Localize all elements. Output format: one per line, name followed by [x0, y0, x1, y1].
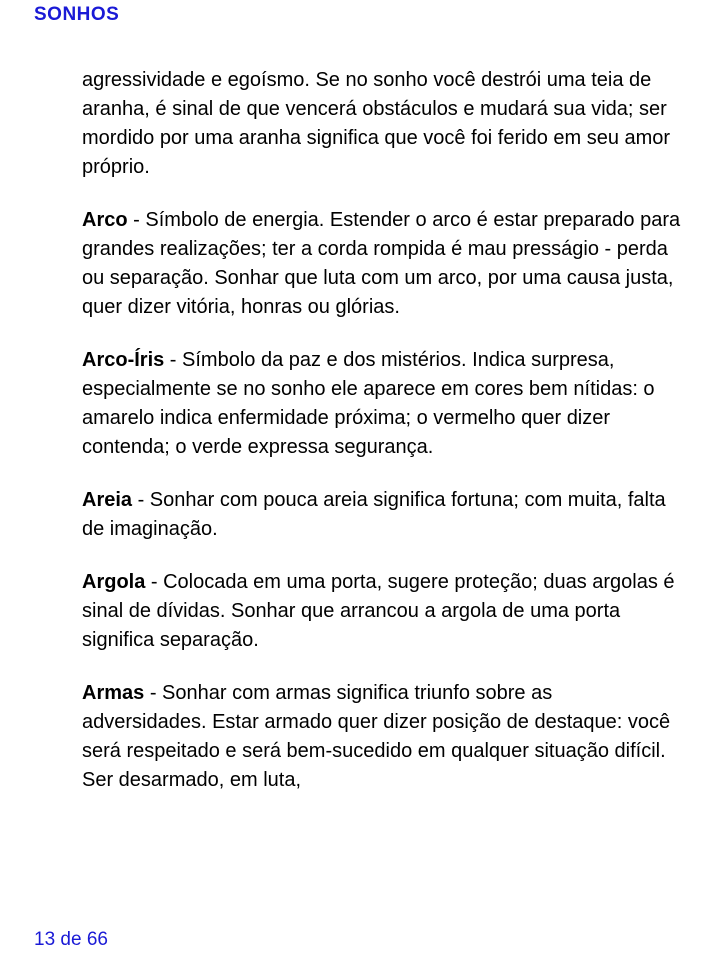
page-title: SONHOS [34, 4, 120, 25]
entry-arco [82, 206, 682, 322]
paragraph-text: agressividade e egoísmo. Se no sonho você destrói uma teia de aranha, é sinal de que vencerá obstáculos e mudará sua vida; ser mordido por uma aranha significa que você foi ferido em seu amor próprio. [82, 69, 671, 178]
entry-arco-iris [82, 346, 682, 462]
paragraph-continuation [82, 66, 682, 182]
page-indicator: 13 de 66 [34, 929, 108, 950]
entry-term: Argola [82, 571, 146, 593]
entry-term: Arco-Íris [82, 349, 165, 371]
entry-areia [82, 486, 682, 544]
entry-text: - Sonhar com pouca areia significa fortuna; com muita, falta de imaginação. [82, 489, 666, 540]
entry-term: Arco [82, 209, 128, 231]
entry-term: Armas [82, 682, 145, 704]
entry-text: - Sonhar com armas significa triunfo sobre as adversidades. Estar armado quer dizer posição de destaque: você será respeitado e será bem-sucedido em qualquer situação difícil. Ser desarmado, em luta, [82, 682, 671, 791]
entry-armas [82, 679, 682, 795]
entry-text: - Colocada em uma porta, sugere proteção; duas argolas é sinal de dívidas. Sonhar que arrancou a argola de uma porta significa separação. [82, 571, 675, 651]
entry-text: - Símbolo de energia. Estender o arco é estar preparado para grandes realizações; ter a corda rompida é mau presságio - perda ou separação. Sonhar que luta com um arco, por uma causa justa, quer dizer vitória, honras ou glórias. [82, 209, 681, 318]
entry-term: Areia [82, 489, 133, 511]
entry-text: - Símbolo da paz e dos mistérios. Indica surpresa, especialmente se no sonho ele aparece em cores bem nítidas: o amarelo indica enfermidade próxima; o vermelho quer dizer contenda; o verde expressa segurança. [82, 349, 655, 458]
document-body [82, 66, 682, 819]
entry-argola [82, 568, 682, 655]
